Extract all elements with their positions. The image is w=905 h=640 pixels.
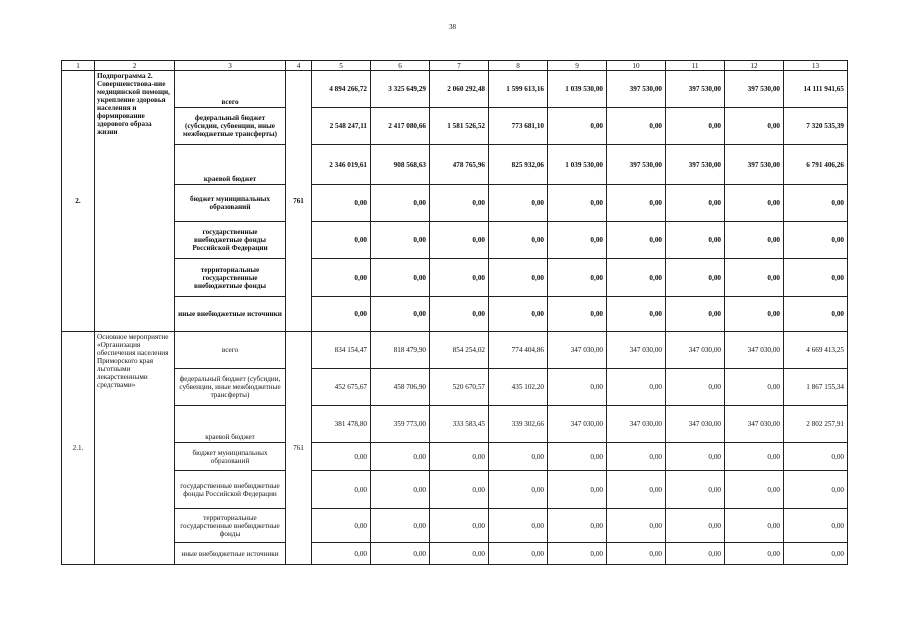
amount-cell: 0,00 bbox=[312, 297, 371, 332]
amount-cell: 818 479,90 bbox=[371, 332, 430, 369]
amount-cell: 0,00 bbox=[607, 509, 666, 543]
column-header: 8 bbox=[489, 61, 548, 71]
column-header: 4 bbox=[286, 61, 312, 71]
column-header: 11 bbox=[666, 61, 725, 71]
amount-cell: 397 530,00 bbox=[725, 145, 784, 185]
responsible-code: 761 bbox=[286, 332, 312, 565]
amount-cell: 2 060 292,48 bbox=[430, 71, 489, 108]
amount-cell: 0,00 bbox=[784, 543, 848, 565]
amount-cell: 854 254,02 bbox=[430, 332, 489, 369]
table-row bbox=[62, 471, 848, 509]
amount-cell: 1 039 530,00 bbox=[548, 145, 607, 185]
amount-cell: 7 320 535,39 bbox=[784, 108, 848, 145]
funding-source: территориальные государственные внебюджетные фонды bbox=[175, 259, 286, 297]
table-row bbox=[62, 443, 848, 471]
amount-cell: 0,00 bbox=[371, 543, 430, 565]
amount-cell: 0,00 bbox=[548, 222, 607, 259]
amount-cell: 0,00 bbox=[430, 297, 489, 332]
amount-cell: 0,00 bbox=[607, 259, 666, 297]
amount-cell: 397 530,00 bbox=[607, 71, 666, 108]
amount-cell: 834 154,47 bbox=[312, 332, 371, 369]
amount-cell: 0,00 bbox=[784, 297, 848, 332]
amount-cell: 0,00 bbox=[607, 222, 666, 259]
table-row bbox=[62, 543, 848, 565]
amount-cell: 0,00 bbox=[725, 543, 784, 565]
amount-cell: 0,00 bbox=[548, 509, 607, 543]
column-header: 6 bbox=[371, 61, 430, 71]
amount-cell: 0,00 bbox=[430, 222, 489, 259]
amount-cell: 333 583,45 bbox=[430, 406, 489, 443]
amount-cell: 0,00 bbox=[725, 509, 784, 543]
amount-cell: 0,00 bbox=[666, 108, 725, 145]
table-row bbox=[62, 259, 848, 297]
amount-cell: 0,00 bbox=[784, 222, 848, 259]
funding-source: иные внебюджетные источники bbox=[175, 297, 286, 332]
amount-cell: 0,00 bbox=[312, 471, 371, 509]
amount-cell: 452 675,67 bbox=[312, 369, 371, 406]
amount-cell: 0,00 bbox=[666, 259, 725, 297]
amount-cell: 0,00 bbox=[784, 443, 848, 471]
funding-source: бюджет муниципальных образований bbox=[175, 443, 286, 471]
amount-cell: 0,00 bbox=[430, 259, 489, 297]
amount-cell: 0,00 bbox=[489, 297, 548, 332]
amount-cell: 0,00 bbox=[312, 509, 371, 543]
amount-cell: 0,00 bbox=[312, 443, 371, 471]
amount-cell: 0,00 bbox=[548, 443, 607, 471]
amount-cell: 0,00 bbox=[666, 185, 725, 222]
amount-cell: 397 530,00 bbox=[607, 145, 666, 185]
table-row bbox=[62, 222, 848, 259]
amount-cell: 0,00 bbox=[607, 185, 666, 222]
amount-cell: 0,00 bbox=[666, 509, 725, 543]
amount-cell: 0,00 bbox=[489, 471, 548, 509]
table-row bbox=[62, 145, 848, 185]
amount-cell: 0,00 bbox=[607, 543, 666, 565]
amount-cell: 0,00 bbox=[725, 222, 784, 259]
amount-cell: 0,00 bbox=[430, 443, 489, 471]
amount-cell: 0,00 bbox=[548, 297, 607, 332]
amount-cell: 0,00 bbox=[666, 297, 725, 332]
amount-cell: 0,00 bbox=[489, 259, 548, 297]
funding-source: краевой бюджет bbox=[175, 406, 286, 443]
amount-cell: 0,00 bbox=[548, 259, 607, 297]
funding-source: бюджет муниципальных образований bbox=[175, 185, 286, 222]
amount-cell: 339 302,66 bbox=[489, 406, 548, 443]
amount-cell: 0,00 bbox=[725, 297, 784, 332]
amount-cell: 347 030,00 bbox=[725, 332, 784, 369]
column-header: 3 bbox=[175, 61, 286, 71]
table-row bbox=[62, 369, 848, 406]
amount-cell: 2 802 257,91 bbox=[784, 406, 848, 443]
table-row bbox=[62, 108, 848, 145]
amount-cell: 478 765,96 bbox=[430, 145, 489, 185]
column-header: 5 bbox=[312, 61, 371, 71]
amount-cell: 0,00 bbox=[489, 222, 548, 259]
amount-cell: 0,00 bbox=[430, 471, 489, 509]
amount-cell: 0,00 bbox=[548, 471, 607, 509]
activity-2-1-section bbox=[62, 332, 848, 565]
amount-cell: 0,00 bbox=[725, 369, 784, 406]
amount-cell: 347 030,00 bbox=[666, 406, 725, 443]
column-header: 2 bbox=[95, 61, 175, 71]
amount-cell: 0,00 bbox=[548, 185, 607, 222]
amount-cell: 0,00 bbox=[371, 443, 430, 471]
amount-cell: 397 530,00 bbox=[725, 71, 784, 108]
amount-cell: 0,00 bbox=[371, 259, 430, 297]
amount-cell: 14 111 941,65 bbox=[784, 71, 848, 108]
row-number: 2.1. bbox=[62, 332, 95, 565]
amount-cell: 0,00 bbox=[607, 443, 666, 471]
responsible-code: 761 bbox=[286, 71, 312, 332]
amount-cell: 0,00 bbox=[666, 471, 725, 509]
amount-cell: 4 669 413,25 bbox=[784, 332, 848, 369]
table-row bbox=[62, 406, 848, 443]
amount-cell: 774 404,86 bbox=[489, 332, 548, 369]
amount-cell: 0,00 bbox=[725, 259, 784, 297]
amount-cell: 0,00 bbox=[312, 543, 371, 565]
amount-cell: 397 530,00 bbox=[666, 71, 725, 108]
amount-cell: 0,00 bbox=[725, 108, 784, 145]
amount-cell: 0,00 bbox=[312, 259, 371, 297]
amount-cell: 0,00 bbox=[548, 543, 607, 565]
amount-cell: 347 030,00 bbox=[607, 332, 666, 369]
funding-source: всего bbox=[175, 332, 286, 369]
amount-cell: 0,00 bbox=[666, 443, 725, 471]
funding-source: всего bbox=[175, 71, 286, 108]
amount-cell: 0,00 bbox=[312, 222, 371, 259]
funding-source: территориальные государственные внебюджетные фонды bbox=[175, 509, 286, 543]
table-row bbox=[62, 297, 848, 332]
amount-cell: 2 346 019,61 bbox=[312, 145, 371, 185]
amount-cell: 458 706,90 bbox=[371, 369, 430, 406]
amount-cell: 0,00 bbox=[725, 471, 784, 509]
amount-cell: 1 581 526,52 bbox=[430, 108, 489, 145]
amount-cell: 908 568,63 bbox=[371, 145, 430, 185]
budget-table bbox=[61, 60, 848, 565]
amount-cell: 2 548 247,11 bbox=[312, 108, 371, 145]
amount-cell: 347 030,00 bbox=[666, 332, 725, 369]
amount-cell: 3 325 649,29 bbox=[371, 71, 430, 108]
funding-source: государственные внебюджетные фонды Российской Федерации bbox=[175, 222, 286, 259]
column-header: 7 bbox=[430, 61, 489, 71]
funding-source: федеральный бюджет (субсидии, субвенции, иные межбюджетные трансферты) bbox=[175, 369, 286, 406]
amount-cell: 6 791 406,26 bbox=[784, 145, 848, 185]
amount-cell: 0,00 bbox=[489, 185, 548, 222]
column-header: 9 bbox=[548, 61, 607, 71]
amount-cell: 0,00 bbox=[371, 471, 430, 509]
table-row bbox=[62, 332, 848, 369]
amount-cell: 0,00 bbox=[725, 185, 784, 222]
page-number: 38 bbox=[449, 23, 456, 31]
amount-cell: 359 773,00 bbox=[371, 406, 430, 443]
column-header: 13 bbox=[784, 61, 848, 71]
amount-cell: 1 867 155,34 bbox=[784, 369, 848, 406]
amount-cell: 0,00 bbox=[489, 509, 548, 543]
amount-cell: 2 417 080,66 bbox=[371, 108, 430, 145]
amount-cell: 520 670,57 bbox=[430, 369, 489, 406]
amount-cell: 0,00 bbox=[666, 543, 725, 565]
amount-cell: 0,00 bbox=[489, 443, 548, 471]
amount-cell: 0,00 bbox=[607, 471, 666, 509]
amount-cell: 0,00 bbox=[784, 259, 848, 297]
amount-cell: 347 030,00 bbox=[548, 406, 607, 443]
amount-cell: 0,00 bbox=[607, 369, 666, 406]
amount-cell: 435 102,20 bbox=[489, 369, 548, 406]
amount-cell: 0,00 bbox=[489, 543, 548, 565]
amount-cell: 347 030,00 bbox=[548, 332, 607, 369]
amount-cell: 0,00 bbox=[607, 108, 666, 145]
funding-source: федеральный бюджет (субсидии, субвенции, иные межбюджетные трансферты) bbox=[175, 108, 286, 145]
row-number: 2. bbox=[62, 71, 95, 332]
amount-cell: 0,00 bbox=[548, 369, 607, 406]
funding-source: краевой бюджет bbox=[175, 145, 286, 185]
amount-cell: 0,00 bbox=[371, 509, 430, 543]
amount-cell: 0,00 bbox=[666, 369, 725, 406]
amount-cell: 0,00 bbox=[784, 185, 848, 222]
amount-cell: 0,00 bbox=[784, 509, 848, 543]
amount-cell: 0,00 bbox=[548, 108, 607, 145]
table-row bbox=[62, 71, 848, 108]
amount-cell: 0,00 bbox=[666, 222, 725, 259]
funding-source: государственные внебюджетные фонды Российской Федерации bbox=[175, 471, 286, 509]
amount-cell: 347 030,00 bbox=[725, 406, 784, 443]
column-header: 10 bbox=[607, 61, 666, 71]
amount-cell: 381 478,80 bbox=[312, 406, 371, 443]
amount-cell: 0,00 bbox=[312, 185, 371, 222]
amount-cell: 0,00 bbox=[784, 471, 848, 509]
column-number-row bbox=[62, 61, 848, 71]
amount-cell: 0,00 bbox=[725, 443, 784, 471]
amount-cell: 1 599 613,16 bbox=[489, 71, 548, 108]
amount-cell: 773 681,10 bbox=[489, 108, 548, 145]
amount-cell: 347 030,00 bbox=[607, 406, 666, 443]
program-name: Подпрограмма 2. Совершенствова-ние медицинской помощи, укрепление здоровья населения и формирование здорового образа жизни bbox=[95, 71, 175, 332]
amount-cell: 825 932,06 bbox=[489, 145, 548, 185]
amount-cell: 0,00 bbox=[430, 509, 489, 543]
table-row bbox=[62, 509, 848, 543]
amount-cell: 1 039 530,00 bbox=[548, 71, 607, 108]
amount-cell: 0,00 bbox=[371, 222, 430, 259]
amount-cell: 0,00 bbox=[430, 543, 489, 565]
funding-source: иные внебюджетные источники bbox=[175, 543, 286, 565]
column-header: 12 bbox=[725, 61, 784, 71]
amount-cell: 0,00 bbox=[371, 297, 430, 332]
subprogram-2-section bbox=[62, 71, 848, 332]
amount-cell: 397 530,00 bbox=[666, 145, 725, 185]
table-row bbox=[62, 185, 848, 222]
amount-cell: 0,00 bbox=[607, 297, 666, 332]
column-header: 1 bbox=[62, 61, 95, 71]
amount-cell: 4 894 266,72 bbox=[312, 71, 371, 108]
amount-cell: 0,00 bbox=[430, 185, 489, 222]
amount-cell: 0,00 bbox=[371, 185, 430, 222]
program-name: Основное мероприятие «Организация обеспечения населения Приморского края льготными лекарственными средствами» bbox=[95, 332, 175, 565]
